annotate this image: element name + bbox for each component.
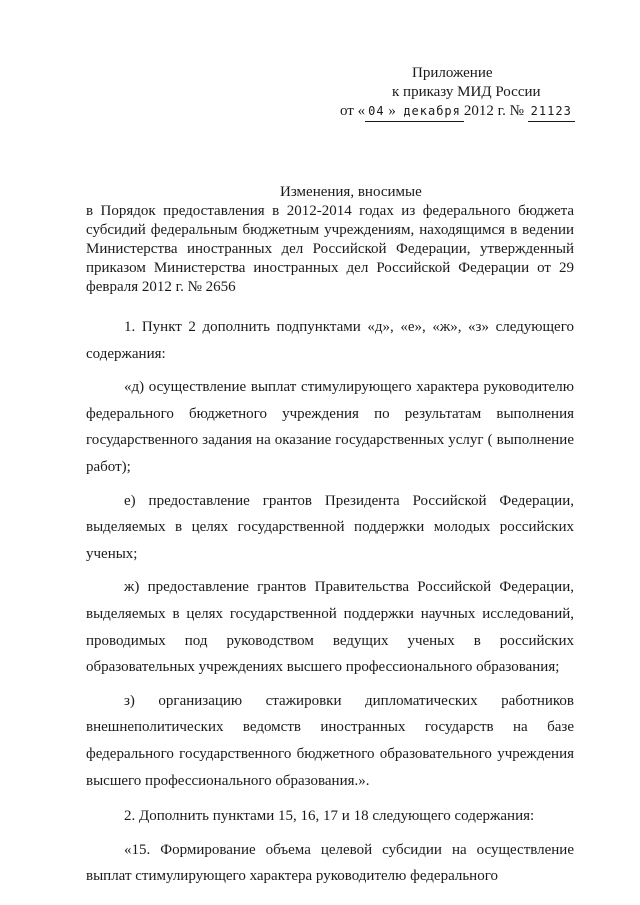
order-number: 21123: [528, 102, 575, 122]
date-day-field: [365, 102, 464, 122]
document-intro: в Порядок предоставления в 2012-2014 годах из федерального бюджета субсидий федеральным бюджетным учреждениям, находящимся в ведении Министерства иностранных дел Российской Федерации, утвержденный приказом Министерства иностранных дел Российской Федерации от 29 февраля 2012 г. № 2656: [86, 203, 574, 295]
paragraph-subitem-d: «д) осуществление выплат стимулирующего характера руководителю федерального бюджетного учреждения по результатам выполнения государственного задания на оказание государственных услуг ( выполнение работ);: [86, 379, 574, 475]
appendix-title: Приложение: [412, 65, 493, 81]
paragraph-subitem-e: е) предоставление грантов Президента Российской Федерации, выделяемых в целях государственной поддержки молодых российских ученых;: [86, 492, 574, 562]
paragraph-2: 2. Дополнить пунктами 15, 16, 17 и 18 следующего содержания:: [124, 808, 535, 825]
date-month: декабря: [403, 104, 461, 118]
date-day: 04: [368, 104, 385, 118]
date-year-number-label: 2012 г. №: [463, 103, 524, 119]
appendix-header: [340, 64, 590, 122]
appendix-order-ref: к приказу МИД России: [392, 84, 541, 100]
document-body: [86, 314, 574, 890]
paragraph-subitem-z: з) организацию стажировки дипломатических работников внешнеполитических ведомств иностранных государств на базе федерального государственного бюджетного образовательного учреждения высшего профессионального образования.».: [86, 692, 574, 789]
paragraph-15: «15. Формирование объема целевой субсидии на осуществление выплат стимулирующего характера руководителю федерального: [86, 841, 574, 885]
paragraph-subitem-zh: ж) предоставление грантов Правительства Российской Федерации, выделяемых в целях государственной поддержки научных исследований, проводимых под руководством ведущих ученых в российских образовательных учреждениях высшего профессионального образования;: [86, 579, 574, 676]
appendix-date-line: [340, 102, 590, 122]
document-title: Изменения, вносимые: [280, 184, 422, 200]
date-quote-close: »: [388, 103, 396, 119]
date-prefix: от «: [340, 103, 366, 119]
paragraph-1: 1. Пункт 2 дополнить подпунктами «д», «е», «ж», «з» следующего содержания:: [86, 319, 574, 362]
